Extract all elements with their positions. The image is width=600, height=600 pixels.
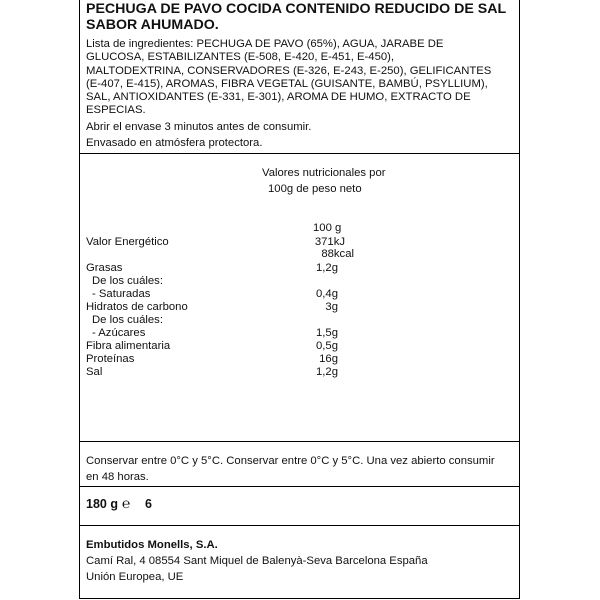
nutrient-label: - Azúcares <box>92 327 146 339</box>
opening-instructions: Abrir el envase 3 minutos antes de consumir. <box>86 121 312 133</box>
nutrient-value: 1,5g <box>316 327 338 339</box>
energy-label: Valor Energético <box>86 236 169 248</box>
nutrition-column-header: 100 g <box>313 222 342 234</box>
nutrient-label: Proteínas <box>86 353 135 365</box>
nutrient-label: De los cuáles: <box>92 275 163 287</box>
estimated-sign: ℮ <box>122 495 131 511</box>
divider <box>80 486 519 487</box>
ingredients-line: (E-407, E-415), AROMAS, FIBRA VEGETAL (GUISANTE, BAMBÚ, PSYLLIUM), <box>86 77 488 90</box>
nutrient-label: Hidratos de carbono <box>86 301 188 313</box>
ingredients-line: MALTODEXTRINA, CONSERVADORES (E-326, E-243, E-250), GELIFICANTES <box>86 64 492 77</box>
ingredients-line: GLUCOSA, ESTABILIZANTES (E-508, E-420, E-451, E-450), <box>86 51 395 64</box>
nutrient-value: 16g <box>319 353 338 365</box>
product-title: PECHUGA DE PAVO COCIDA CONTENIDO REDUCIDO DE SAL SABOR AHUMADO. <box>86 1 506 33</box>
company-address: Camí Ral, 4 08554 Sant Miquel de Balenyà-Seva Barcelona España <box>86 555 428 567</box>
divider <box>80 441 519 442</box>
nutrient-label: - Saturadas <box>92 288 151 300</box>
storage-line1: Conservar entre 0°C y 5°C. Conservar entre 0°C y 5°C. Una vez abierto consumir <box>86 455 495 467</box>
nutrient-label: Fibra alimentaria <box>86 340 171 352</box>
units-count: 6 <box>145 497 152 511</box>
storage-line2: en 48 horas. <box>86 471 149 483</box>
nutrition-header-line2: 100g de peso neto <box>268 183 362 195</box>
energy-kcal: 88kcal <box>321 248 354 260</box>
nutrient-value: 3g <box>325 301 338 313</box>
nutrient-label: Sal <box>86 366 103 378</box>
divider <box>80 153 519 154</box>
nutrition-header-line1: Valores nutricionales por <box>262 167 386 179</box>
ingredients-list <box>86 38 518 118</box>
divider <box>80 525 519 526</box>
nutrient-value: 1,2g <box>316 366 338 378</box>
nutrient-label: De los cuáles: <box>92 314 163 326</box>
packaging-note: Envasado en atmósfera protectora. <box>86 137 263 149</box>
nutrient-value: 0,5g <box>316 340 338 352</box>
energy-kj: 371kJ <box>314 236 345 248</box>
company-region: Unión Europea, UE <box>86 571 184 583</box>
company-name: Embutidos Monells, S.A. <box>86 539 218 551</box>
nutrient-value: 1,2g <box>316 262 338 274</box>
ingredients-line: Lista de ingredientes: PECHUGA DE PAVO (65%), AGUA, JARABE DE <box>86 38 444 50</box>
net-weight: 180 g <box>86 497 118 511</box>
ingredients-line: SAL, ANTIOXIDANTES (E-331, E-301), AROMA DE HUMO, EXTRACTO DE <box>86 91 471 104</box>
nutrient-value: 0,4g <box>316 288 338 300</box>
ingredients-line: ESPECIAS. <box>86 104 146 117</box>
nutrient-label: Grasas <box>86 262 123 274</box>
